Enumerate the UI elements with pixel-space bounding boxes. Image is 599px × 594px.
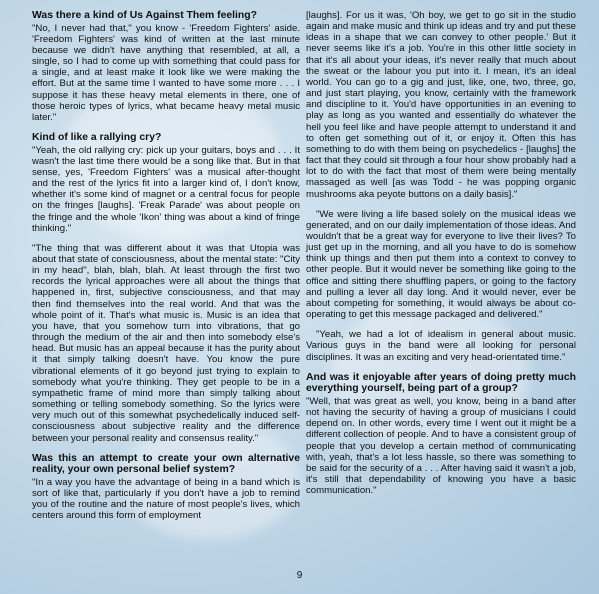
left-column: [32, 10, 300, 530]
right-column: [306, 10, 576, 505]
interview-answer-paragraph: "We were living a life based solely on the musical ideas we generated, and on our daily implementation of those ideas. And wouldn't that be a great way for everyone to live their lives? To just get up in the morning, and all you have to do is somehow think up things and then put them into a context to convey to other people. But it would never be something like going to the office and sitting there shuffling papers, or going to the factory and pulling a lever all day long. And it would never, ever be about competing for something, it would always be about co-operating to get this message packaged and delivered.": [306, 208, 576, 321]
interview-question: And was it enjoyable after years of doing pretty much everything yourself, being part of a group?: [306, 371, 576, 395]
interview-answer-paragraph: "Well, that was great as well, you know, being in a band after not having the security of having a group of musicians I could depend on. In other words, every time I went out it might be a different collection of people. And to have a consistent group of people that you develop a certain method of communicating with, yeah, that's a lot less hassle, so there was something to be said for the security of a . . . After having said it wasn't a job, it's still that dependability of knowing you have a basic communication.": [306, 395, 576, 497]
interview-answer-paragraph: [laughs]. For us it was, 'Oh boy, we get to go sit in the studio again and make music and think up ideas and try and put these ideas in a shape that we can convey to other people.' But it never seems like it's a job. You're in this other little society in that it's all about your ideas, it's never really that much about the sweat or the labour you put into it. I mean, it's an ideal world. You can go to a gig and just, like, one, two, three, go, and just start playing, you know, certainly with the framework and discipline to it. You'd have opportunities in an evening to play as long as you wanted and essentially do whatever the hell you feel like and have people attempt to understand it and to often get something out of it, or enjoy it. Often this has something to do with them being on psychedelics - [laughs] the fact that they could sit through a four hour show probably had a lot to do with the fact that most of them were being mentally massaged as well [as was Todd - he was popping organic mushrooms aka peyote buttons on a daily basis].": [306, 10, 576, 200]
interview-question: Kind of like a rallying cry?: [32, 132, 162, 143]
interview-answer-paragraph: "In a way you have the advantage of being in a band which is sort of like that, particularly if you don't have a job to remind you of the routine and the nature of most people's lives, which centers around this form of employment: [32, 476, 300, 522]
interview-answer-paragraph: "Yeah, we had a lot of idealism in general about music. Various guys in the band were all looking for personal disciplines. It was an exciting and very head-orientated time.": [306, 329, 576, 363]
interview-answer-paragraph: "Yeah, the old rallying cry: pick up your guitars, boys and . . . It wasn't the last time there would be a song like that. But in that sense, yes, 'Freedom Fighters' was a musical after-thought and the rest of the lyrics fit into a larger kind of, I don't know, whether it's some kind of magnet or a central focus for people on the fringes [laughs]. 'Freak Parade' was about people on the fringe and the whole 'Ikon' thing was about a kind of fringe thinking.": [32, 144, 300, 234]
interview-question: Was this an attempt to create your own alternative reality, your own personal belief system?: [32, 452, 300, 476]
interview-question: Was there a kind of Us Against Them feeling?: [32, 10, 257, 21]
interview-answer-paragraph: "The thing that was different about it was that Utopia was about that state of consciousness, about the mental state: "City in my head", blah, blah, blah. At least through the first two records the lyrical approaches were all about the things that happened in, first, subjective consciousness, and that may then find themselves into the real world. And that was the whole point of it. That's what music is. Music is an idea that you have, that you somehow turn into vibrations, that go through the medium of the air and then into somebody else's head. But music has an appeal because it has the purity about it that simply talking doesn't have. You know the pure vibrational elements of it go beyond just trying to explain to somebody what you're thinking. They get people to be in a sympathetic frame of mind more than simply talking about something or telling somebody something. So the lyrics were very much out of this somewhat psychedelically induced self-consciousness about subjective reality and the difference between your personal reality and consensus reality.": [32, 242, 300, 444]
page-number: 9: [296, 570, 303, 581]
interview-answer-paragraph: "No, I never had that," you know - 'Freedom Fighters' aside. 'Freedom Fighters' was kind of written at the last minute because we didn't have anything that resembled, at all, a single, so I had to come up with something that could pass for a single, and at least make it look like we were making the effort. But at the same time I wanted to have some more . . . I suppose it has these heavy metal elements in there, one of those heroic types of lyrics, what became heavy metal music later.": [32, 22, 300, 123]
